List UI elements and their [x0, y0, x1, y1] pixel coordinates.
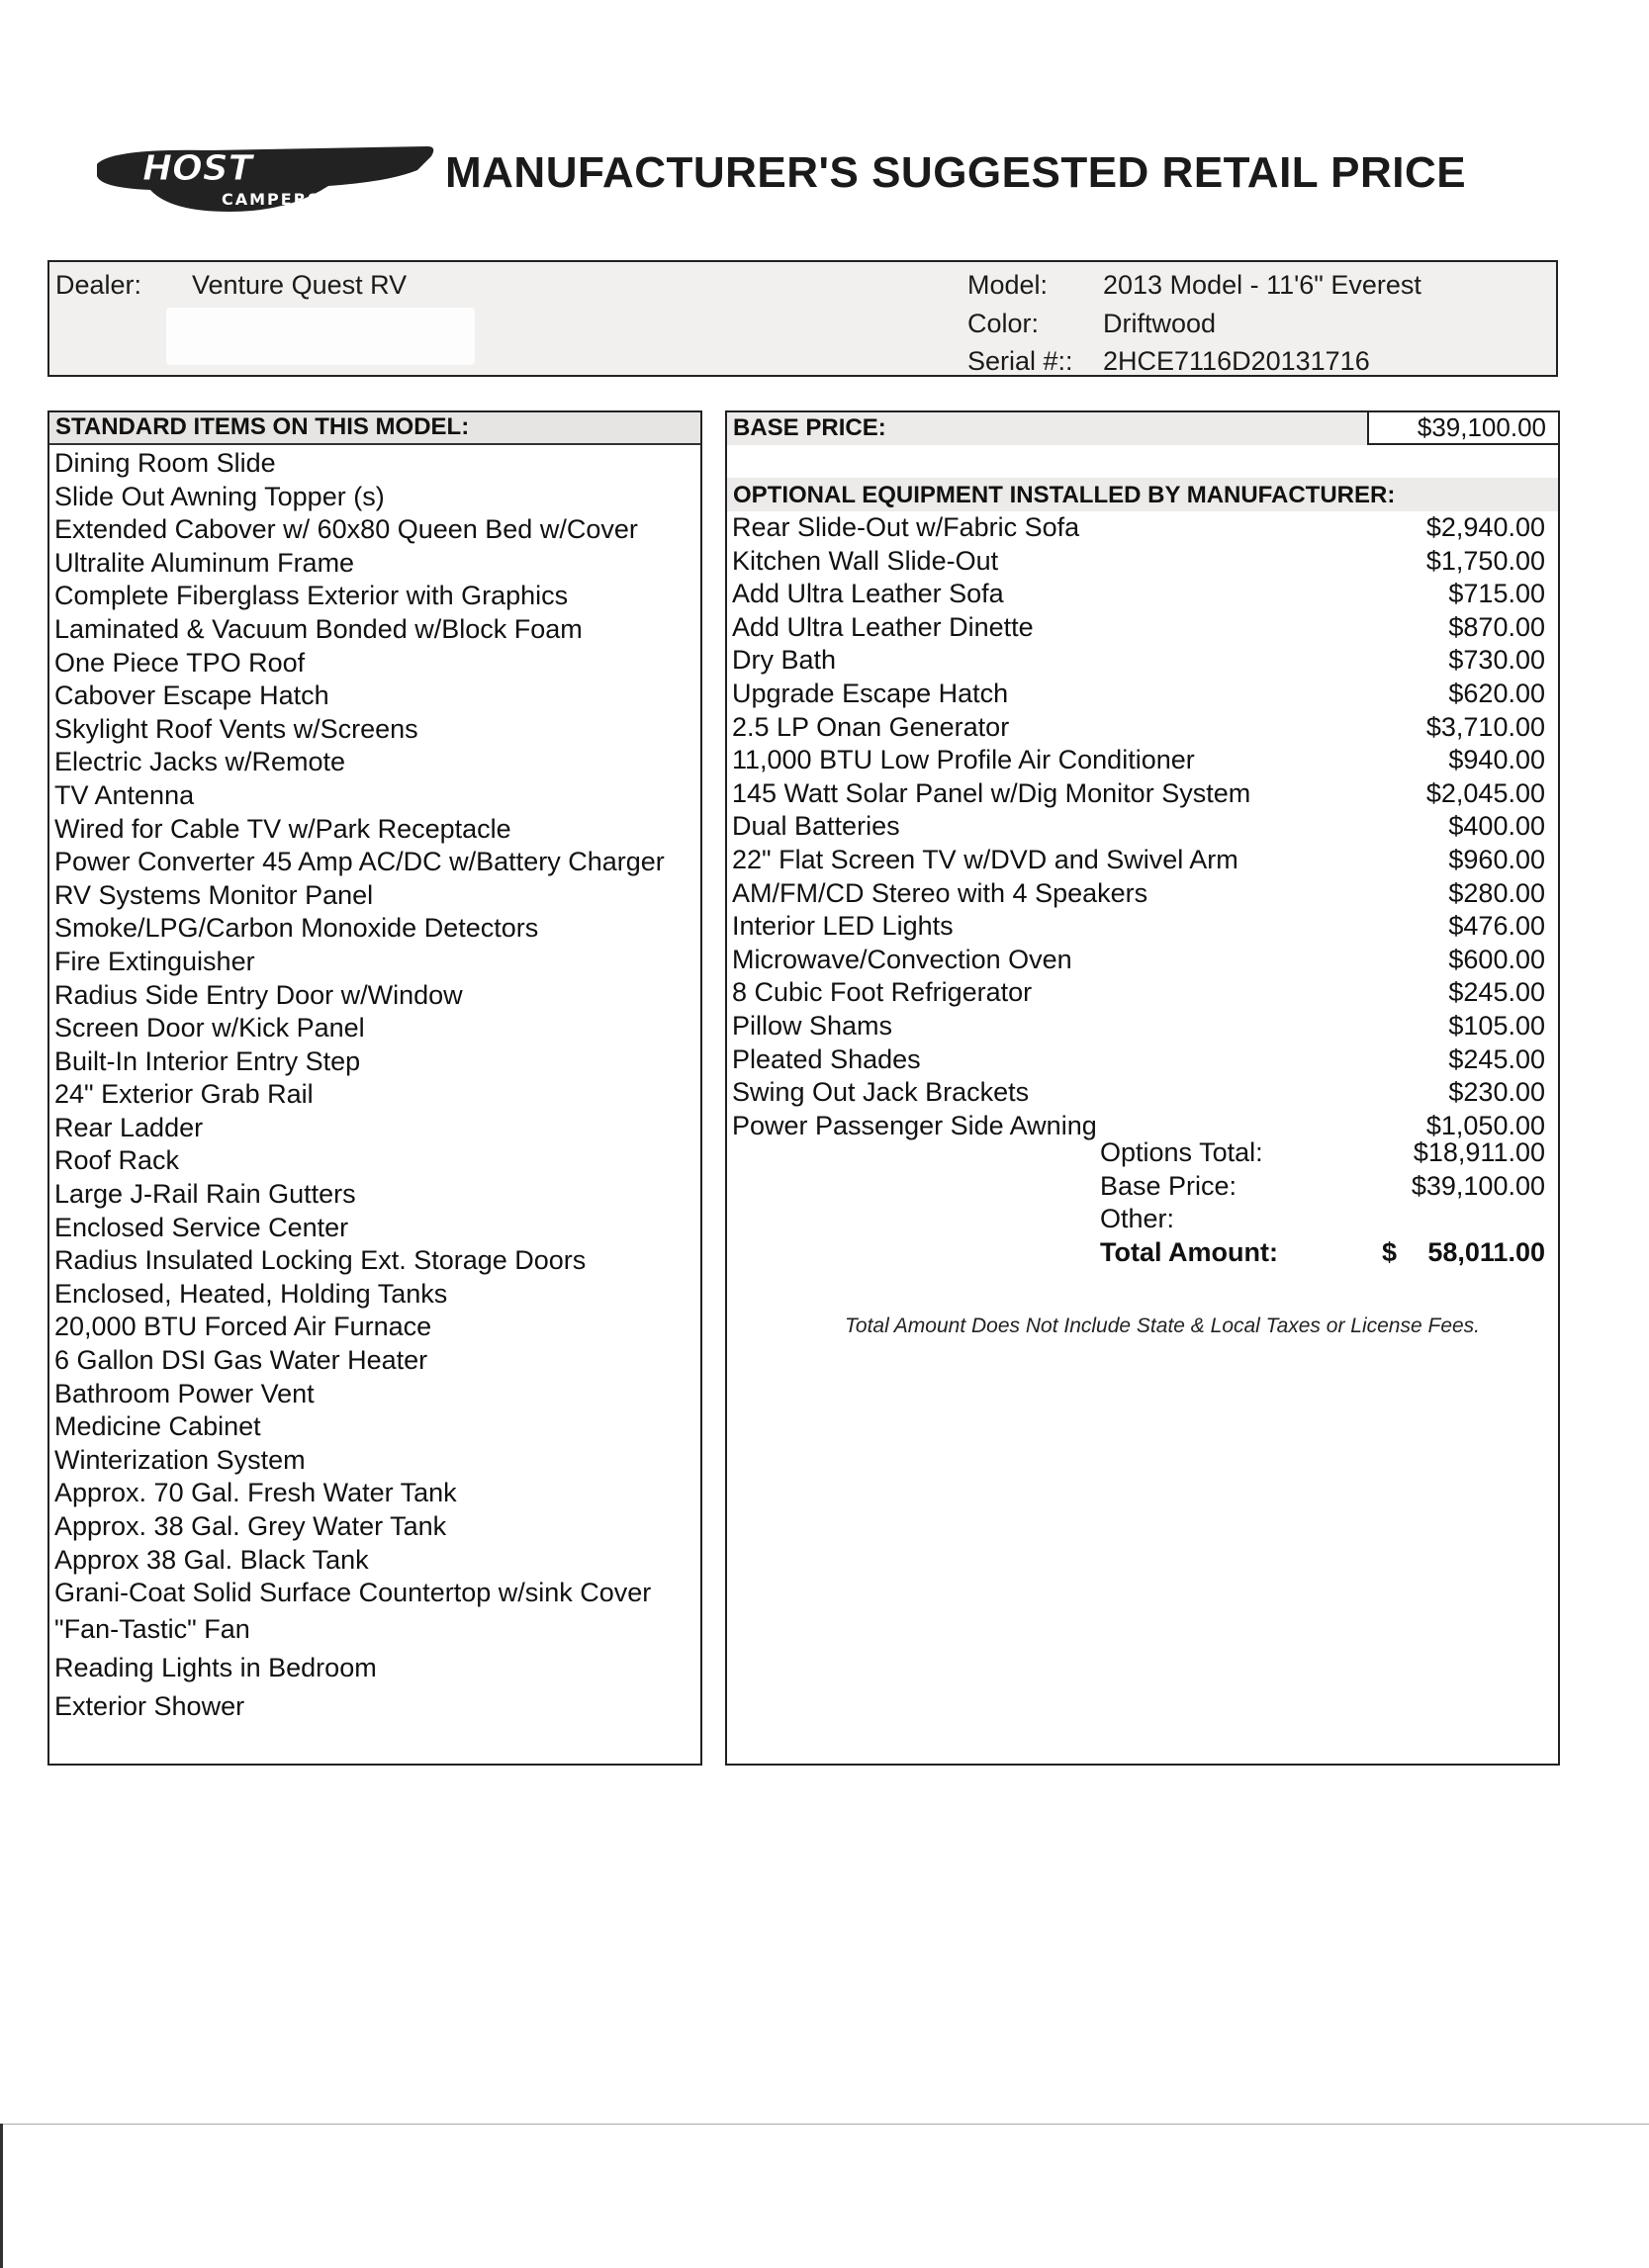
standard-item: Medicine Cabinet — [54, 1411, 261, 1442]
optional-item-price: $730.00 — [1448, 645, 1545, 676]
optional-item-name: Power Passenger Side Awning — [732, 1110, 1097, 1140]
optional-item-price: $600.00 — [1448, 944, 1545, 974]
standard-item: Power Converter 45 Amp AC/DC w/Battery Charger — [54, 847, 665, 877]
optional-item-name: 2.5 LP Onan Generator — [732, 711, 1010, 742]
optional-equipment-box — [725, 410, 1560, 1766]
standard-item: Ultralite Aluminum Frame — [54, 547, 355, 578]
optional-item-name: AM/FM/CD Stereo with 4 Speakers — [732, 877, 1148, 908]
base-price-row — [727, 412, 1558, 445]
base-price-value: $39,100.00 — [1367, 410, 1560, 445]
standard-item: Bathroom Power Vent — [54, 1378, 315, 1408]
other-label: Other: — [1100, 1204, 1175, 1234]
logo-sub-text: CAMPERS — [222, 190, 321, 209]
optional-item-price: $3,710.00 — [1425, 711, 1545, 742]
optional-item-row — [732, 744, 1545, 777]
optional-item-name: Dual Batteries — [732, 811, 900, 842]
optional-item-name: Swing Out Jack Brackets — [732, 1077, 1030, 1108]
optional-equipment-header: OPTIONAL EQUIPMENT INSTALLED BY MANUFACTURER: — [727, 478, 1558, 511]
dealer-info-box — [47, 260, 1558, 377]
standard-item: Exterior Shower — [54, 1690, 245, 1721]
optional-item-price: $245.00 — [1448, 1043, 1545, 1074]
optional-item-row — [732, 1010, 1545, 1043]
standard-item: Approx. 38 Gal. Grey Water Tank — [54, 1511, 447, 1541]
optional-item-row — [732, 1076, 1545, 1110]
optional-item-row — [732, 678, 1545, 711]
options-total-row — [727, 1136, 1545, 1170]
standard-item: Radius Side Entry Door w/Window — [54, 979, 463, 1010]
standard-item: Radius Insulated Locking Ext. Storage Doors — [54, 1245, 587, 1276]
optional-item-row — [732, 644, 1545, 678]
optional-item-row — [732, 511, 1545, 545]
optional-item-name: 22" Flat Screen TV w/DVD and Swivel Arm — [732, 844, 1238, 874]
standard-item: Winterization System — [54, 1444, 306, 1475]
scan-edge-mark — [0, 2124, 3, 2268]
standard-item: Slide Out Awning Topper (s) — [54, 481, 385, 511]
optional-item-row — [732, 545, 1545, 579]
standard-item: Built-In Interior Entry Step — [54, 1045, 361, 1076]
dealer-label: Dealer: — [55, 270, 142, 300]
standard-item: 6 Gallon DSI Gas Water Heater — [54, 1345, 428, 1376]
standard-item: RV Systems Monitor Panel — [54, 879, 374, 910]
model-label: Model: — [967, 270, 1049, 300]
standard-item: 20,000 BTU Forced Air Furnace — [54, 1312, 432, 1342]
tax-disclaimer: Total Amount Does Not Include State & Local Taxes or License Fees. — [844, 1315, 1481, 1337]
standard-item: Complete Fiberglass Exterior with Graphics — [54, 581, 569, 611]
serial-value: 2HCE7116D20131716 — [1103, 346, 1370, 376]
base-price-total-value: $39,100.00 — [1411, 1170, 1545, 1201]
optional-item-price: $280.00 — [1448, 877, 1545, 908]
standard-item: 24" Exterior Grab Rail — [54, 1079, 314, 1110]
optional-item-price: $476.00 — [1448, 911, 1545, 942]
standard-item: Extended Cabover w/ 60x80 Queen Bed w/Cover — [54, 514, 638, 545]
serial-label: Serial #:: — [967, 346, 1073, 376]
standard-item: Skylight Roof Vents w/Screens — [54, 713, 418, 744]
optional-item-price: $620.00 — [1448, 678, 1545, 708]
standard-item: Reading Lights in Bedroom — [54, 1652, 377, 1682]
color-label: Color: — [967, 309, 1040, 338]
standard-item: Dining Room Slide — [54, 448, 276, 478]
optional-item-price: $870.00 — [1448, 611, 1545, 642]
optional-item-name: Add Ultra Leather Dinette — [732, 611, 1034, 642]
optional-item-name: Dry Bath — [732, 645, 837, 676]
optional-item-name: 145 Watt Solar Panel w/Dig Monitor System — [732, 777, 1251, 808]
standard-item: Rear Ladder — [54, 1112, 204, 1142]
standard-item: Approx. 70 Gal. Fresh Water Tank — [54, 1478, 457, 1508]
standard-item: Roof Rack — [54, 1145, 180, 1176]
optional-item-row — [732, 844, 1545, 877]
total-amount-row — [727, 1236, 1545, 1270]
standard-item: Enclosed Service Center — [54, 1212, 349, 1242]
standard-items-list — [54, 447, 697, 1726]
total-amount-value: 58,011.00 — [1427, 1236, 1545, 1267]
optional-item-row — [732, 711, 1545, 745]
scan-bottom-line — [0, 2124, 1649, 2125]
optional-item-name: Pillow Shams — [732, 1010, 893, 1041]
standard-items-header: STANDARD ITEMS ON THIS MODEL: — [49, 412, 700, 445]
optional-item-row — [732, 1043, 1545, 1077]
optional-item-price: $2,940.00 — [1425, 512, 1545, 542]
logo-brand-text: HOST — [142, 148, 253, 189]
optional-item-row — [732, 944, 1545, 977]
standard-items-box — [47, 410, 702, 1766]
standard-item: Electric Jacks w/Remote — [54, 747, 346, 777]
optional-item-name: Microwave/Convection Oven — [732, 944, 1072, 974]
standard-item: Enclosed, Heated, Holding Tanks — [54, 1278, 448, 1309]
color-value: Driftwood — [1103, 309, 1217, 338]
optional-item-row — [732, 578, 1545, 611]
model-value: 2013 Model - 11'6" Everest — [1103, 270, 1421, 300]
optional-item-name: Rear Slide-Out w/Fabric Sofa — [732, 512, 1080, 542]
standard-item: Smoke/LPG/Carbon Monoxide Detectors — [54, 913, 539, 944]
dealer-value: Venture Quest RV — [192, 270, 408, 300]
optional-item-row — [732, 910, 1545, 944]
standard-item: "Fan-Tastic" Fan — [54, 1613, 250, 1644]
host-campers-logo — [91, 142, 437, 219]
standard-item: Grani-Coat Solid Surface Countertop w/sink Cover — [54, 1578, 652, 1608]
optional-item-name: Upgrade Escape Hatch — [732, 678, 1009, 708]
optional-item-price: $1,050.00 — [1425, 1110, 1545, 1140]
other-row — [727, 1203, 1545, 1236]
standard-item: Cabover Escape Hatch — [54, 680, 329, 711]
total-amount-currency: $ — [1381, 1236, 1397, 1267]
optional-item-price: $715.00 — [1448, 579, 1545, 609]
total-amount-label: Total Amount: — [1100, 1236, 1278, 1267]
standard-item: Laminated & Vacuum Bonded w/Block Foam — [54, 613, 583, 644]
optional-item-row — [732, 810, 1545, 844]
optional-item-row — [732, 611, 1545, 645]
optional-item-name: Interior LED Lights — [732, 911, 954, 942]
options-total-value: $18,911.00 — [1413, 1137, 1545, 1167]
optional-item-price: $400.00 — [1448, 811, 1545, 842]
optional-item-row — [732, 777, 1545, 811]
standard-item: Fire Extinguisher — [54, 946, 255, 976]
optional-item-name: Pleated Shades — [732, 1043, 921, 1074]
totals-section — [727, 1136, 1545, 1269]
optional-item-price: $1,750.00 — [1425, 545, 1545, 576]
optional-equipment-list — [732, 511, 1545, 1142]
optional-item-name: 11,000 BTU Low Profile Air Conditioner — [732, 745, 1195, 775]
optional-item-price: $960.00 — [1448, 844, 1545, 874]
redacted-area — [166, 308, 475, 365]
standard-item: Screen Door w/Kick Panel — [54, 1013, 365, 1043]
optional-item-name: Add Ultra Leather Sofa — [732, 579, 1004, 609]
standard-item: Approx 38 Gal. Black Tank — [54, 1544, 369, 1575]
standard-item: Wired for Cable TV w/Park Receptacle — [54, 813, 511, 844]
page-title: MANUFACTURER'S SUGGESTED RETAIL PRICE — [445, 148, 1467, 197]
base-price-total-label: Base Price: — [1100, 1170, 1237, 1201]
base-price-label: BASE PRICE: — [733, 414, 886, 441]
optional-item-price: $245.00 — [1448, 977, 1545, 1008]
optional-item-name: Kitchen Wall Slide-Out — [732, 545, 999, 576]
optional-item-row — [732, 877, 1545, 911]
base-price-total-row — [727, 1170, 1545, 1204]
optional-item-price: $230.00 — [1448, 1077, 1545, 1108]
optional-item-price: $940.00 — [1448, 745, 1545, 775]
standard-item: TV Antenna — [54, 779, 195, 810]
standard-item: One Piece TPO Roof — [54, 647, 306, 678]
optional-item-price: $105.00 — [1448, 1010, 1545, 1041]
standard-item: Large J-Rail Rain Gutters — [54, 1179, 356, 1210]
optional-item-name: 8 Cubic Foot Refrigerator — [732, 977, 1033, 1008]
options-total-label: Options Total: — [1100, 1137, 1263, 1167]
optional-item-price: $2,045.00 — [1425, 777, 1545, 808]
optional-item-row — [732, 976, 1545, 1010]
